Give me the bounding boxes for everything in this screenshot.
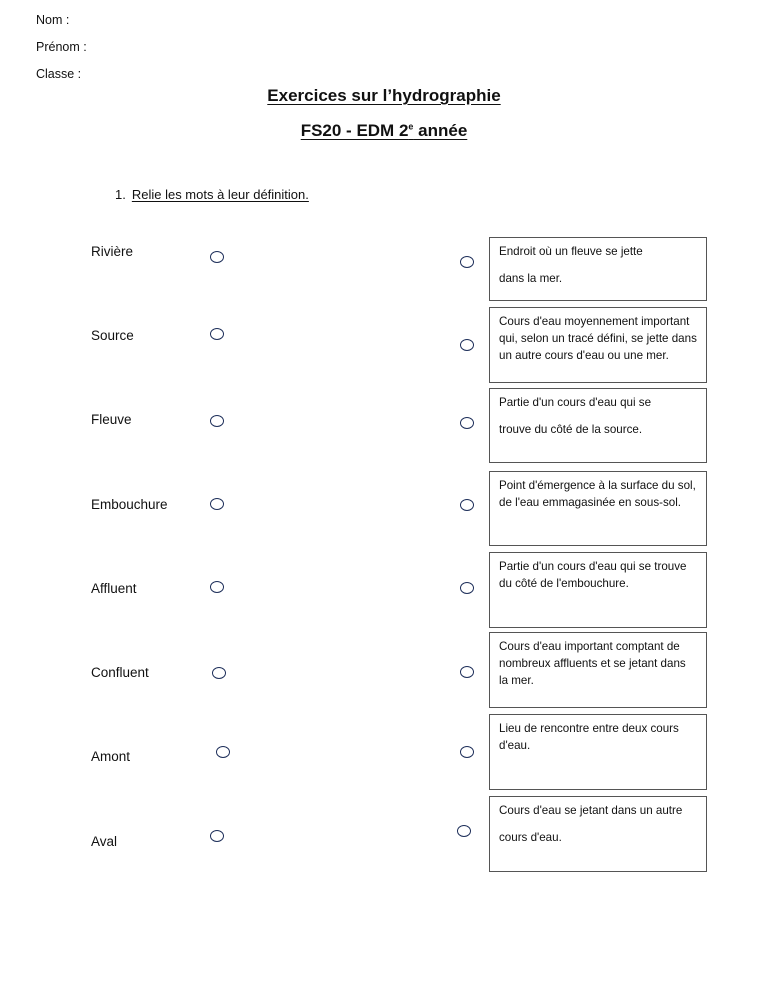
word-source: Source — [91, 328, 134, 343]
definition-1-line-1: Endroit où un fleuve se jette — [499, 245, 643, 258]
definition-box-5 — [489, 552, 707, 628]
right-circle-8[interactable] — [457, 825, 471, 837]
page-title: Exercices sur l’hydrographie — [267, 86, 501, 105]
definition-box-1 — [489, 237, 707, 301]
word-affluent: Affluent — [91, 581, 137, 596]
definition-box-2 — [489, 307, 707, 383]
definition-box-8 — [489, 796, 707, 872]
word-riviere: Rivière — [91, 244, 134, 259]
definition-box-7 — [489, 714, 707, 790]
right-circle-2[interactable] — [460, 339, 474, 351]
left-circle-affluent[interactable] — [210, 581, 224, 593]
question-1 — [115, 187, 309, 202]
definition-8-line-1: Cours d'eau se jetant dans un autre — [499, 804, 683, 817]
right-circle-6[interactable] — [460, 666, 474, 678]
left-circle-aval[interactable] — [210, 830, 224, 842]
right-circle-5[interactable] — [460, 582, 474, 594]
right-circle-7[interactable] — [460, 746, 474, 758]
left-circle-riviere[interactable] — [210, 251, 224, 263]
definition-6-text: Cours d'eau important comptant de nombreux affluents et se jetant dans la mer. — [499, 640, 686, 687]
left-circle-embouchure[interactable] — [210, 498, 224, 510]
page-subtitle: FS20 - EDM 2e année — [300, 121, 468, 140]
right-circle-4[interactable] — [460, 499, 474, 511]
definition-5-text: Partie d'un cours d'eau qui se trouve du côté de l'embouchure. — [499, 560, 687, 590]
right-circle-3[interactable] — [460, 417, 474, 429]
question-text: Relie les mots à leur définition. — [131, 187, 309, 202]
prenom-label: Prénom : — [36, 40, 87, 54]
definition-box-3 — [489, 388, 707, 463]
right-circle-1[interactable] — [460, 256, 474, 268]
definition-7-text: Lieu de rencontre entre deux cours d'eau. — [499, 722, 679, 752]
question-number: 1. — [115, 187, 126, 202]
left-circle-confluent[interactable] — [212, 667, 226, 679]
definition-4-text: Point d'émergence à la surface du sol, de l'eau emmagasinée en sous-sol. — [499, 479, 696, 509]
left-circle-fleuve[interactable] — [210, 415, 224, 427]
definition-2-text: Cours d'eau moyennement important qui, selon un tracé défini, se jette dans un autre cours d'eau ou une mer. — [499, 315, 697, 362]
classe-label: Classe : — [36, 67, 82, 81]
definition-box-6 — [489, 632, 707, 708]
word-fleuve: Fleuve — [91, 412, 132, 427]
nom-label: Nom : — [36, 13, 70, 27]
definition-3-line-2: trouve du côté de la source. — [499, 423, 643, 436]
word-aval: Aval — [91, 834, 118, 849]
word-embouchure: Embouchure — [91, 497, 168, 512]
word-confluent: Confluent — [91, 665, 149, 680]
definition-3-line-1: Partie d'un cours d'eau qui se — [499, 396, 652, 409]
left-circle-source[interactable] — [210, 328, 224, 340]
definition-8-line-2: cours d'eau. — [499, 831, 562, 844]
left-circle-amont[interactable] — [216, 746, 230, 758]
definition-box-4 — [489, 471, 707, 546]
word-amont: Amont — [91, 749, 131, 764]
definition-1-line-2: dans la mer. — [499, 272, 563, 285]
